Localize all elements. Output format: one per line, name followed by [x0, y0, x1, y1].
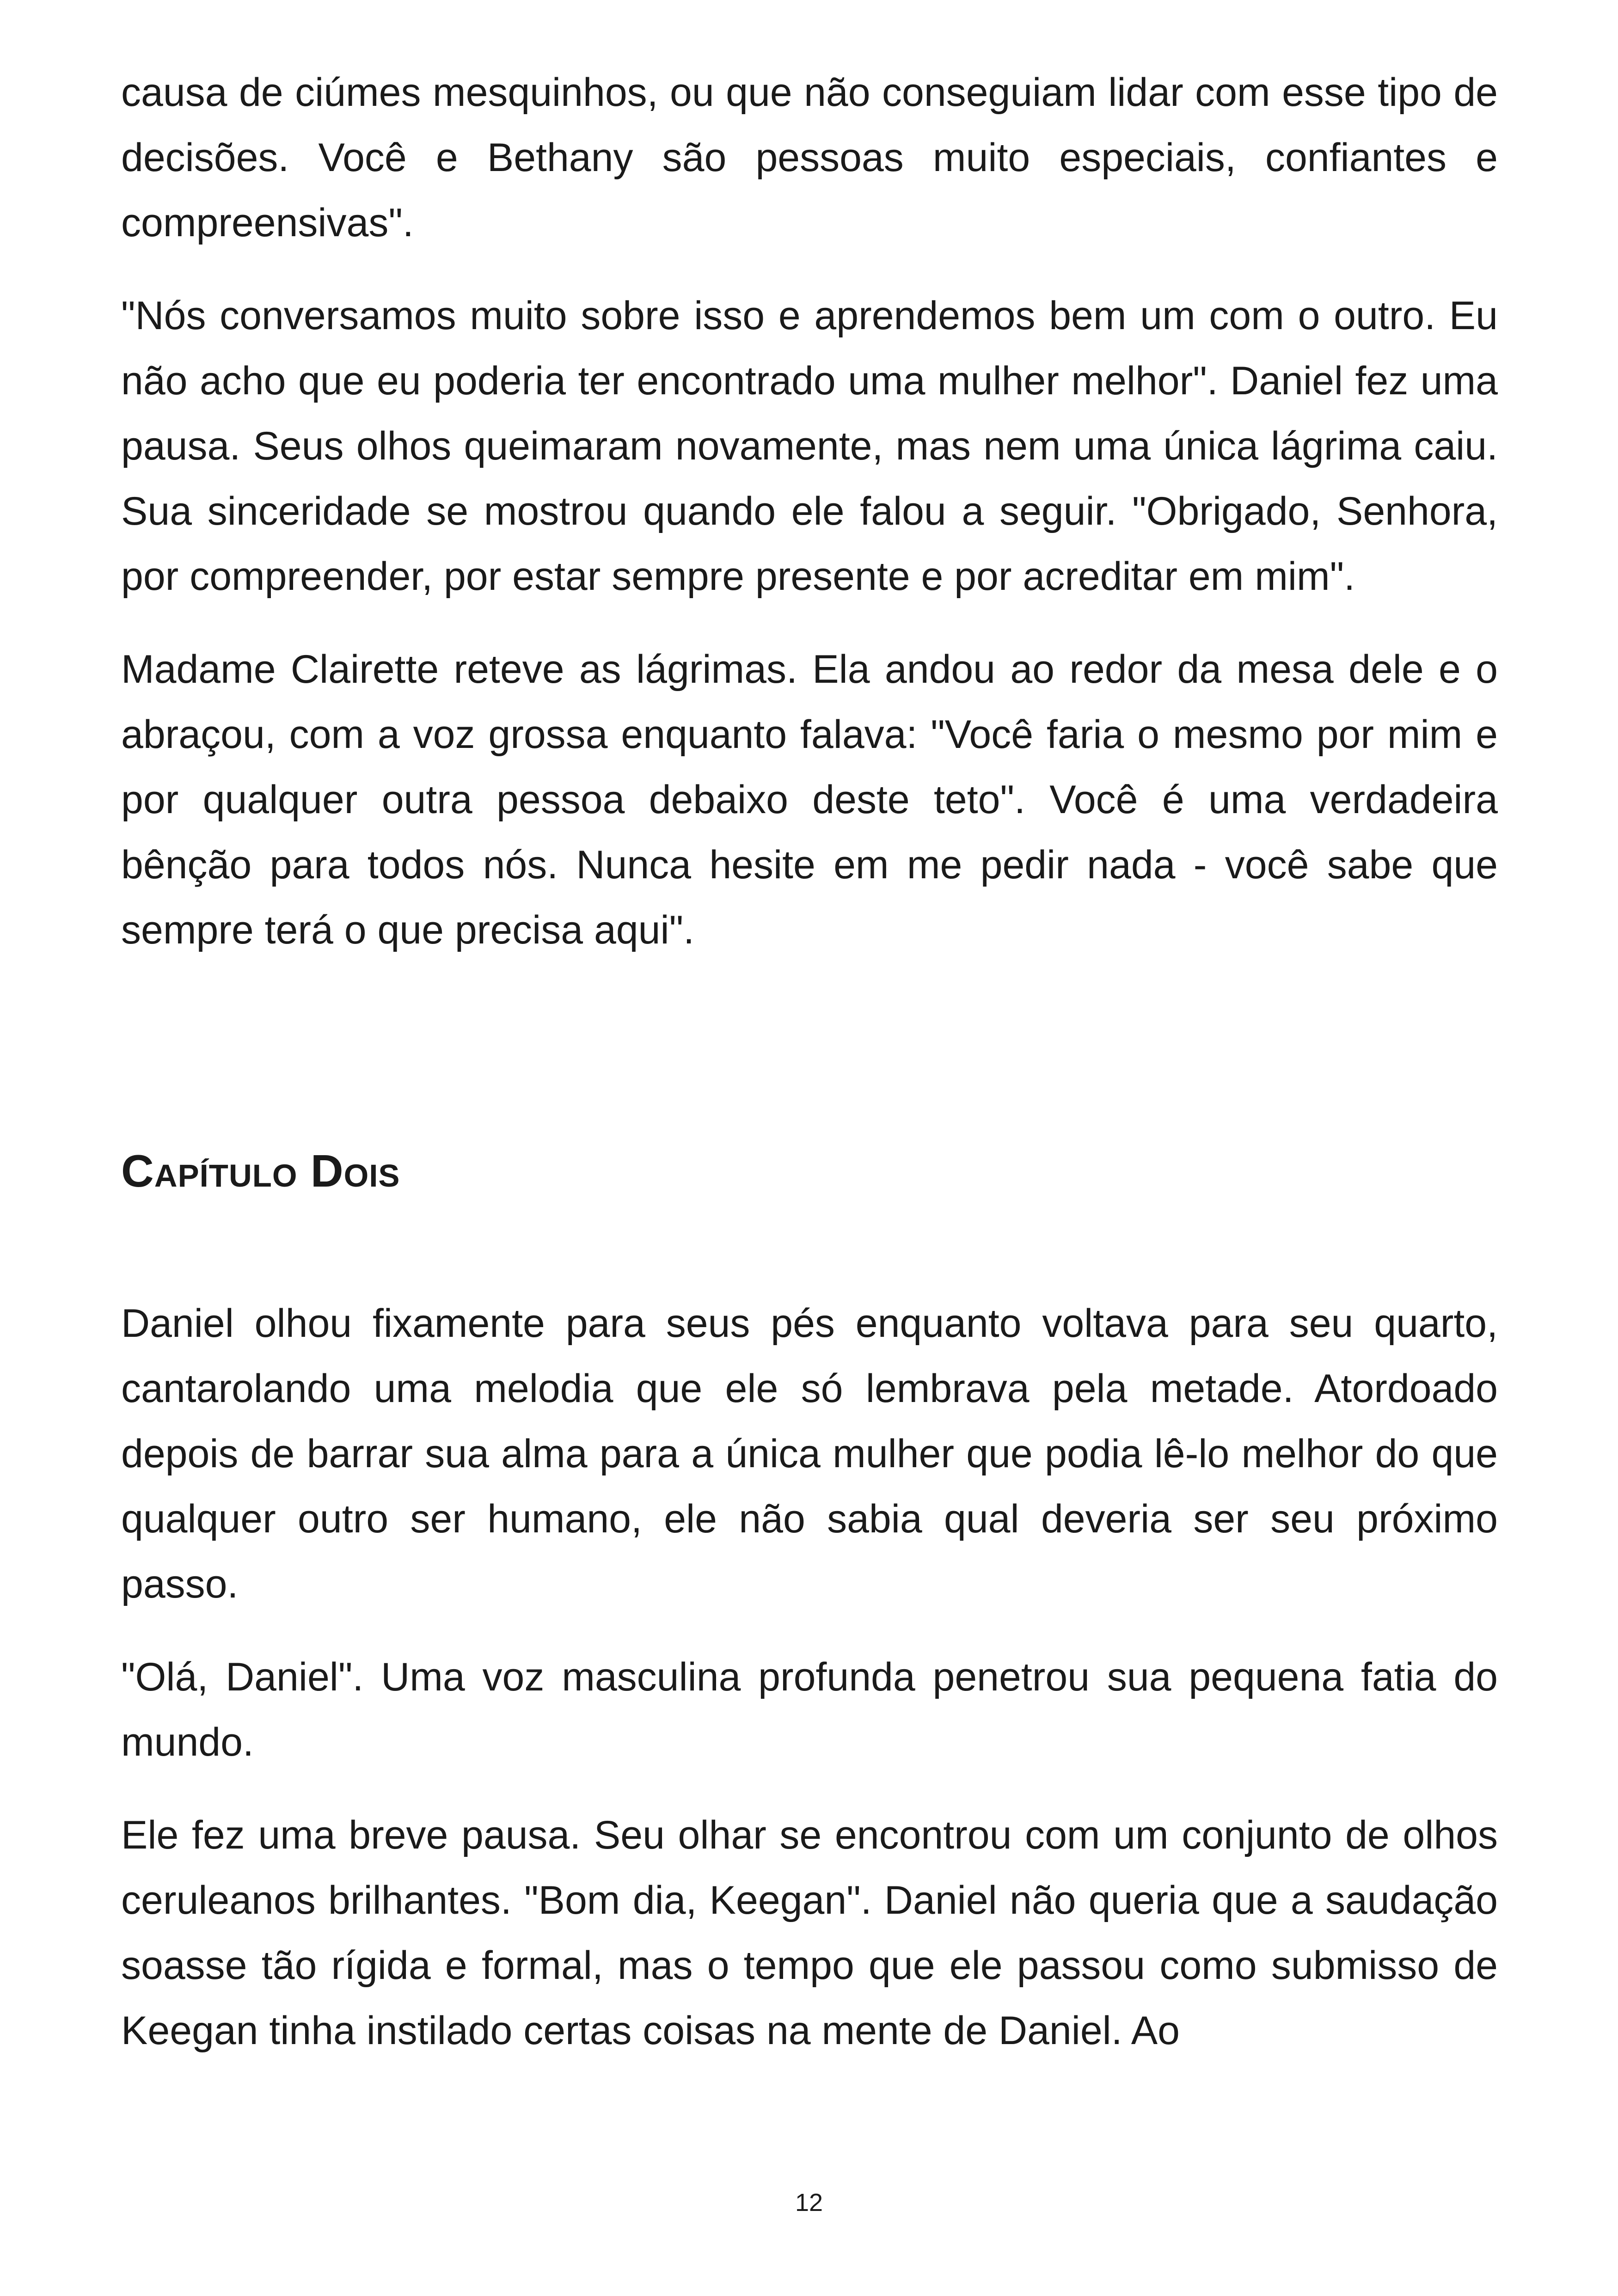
page-number: 12 — [795, 2189, 823, 2216]
paragraph-2: "Nós conversamos muito sobre isso e aprendemos bem um com o outro. Eu não acho que eu poderia ter encontrado uma mulher melhor". Daniel fez uma pausa. Seus olhos queimaram novamente, mas nem uma única lágrima caiu. Sua sinceridade se mostrou quando ele falou a seguir. "Obrigado, Senhora, por compreender, por estar sempre presente e por acreditar em mim". — [121, 294, 1498, 599]
section-break — [121, 991, 1498, 1143]
chapter-title: Capítulo Dois — [121, 1145, 400, 1196]
paragraph-1: causa de ciúmes mesquinhos, ou que não conseguiam lidar com esse tipo de decisões. Você e Bethany são pessoas muito especiais, confiantes e compreensivas". — [121, 70, 1498, 245]
paragraph-6: Ele fez uma breve pausa. Seu olhar se encontrou com um conjunto de olhos ceruleanos brilhantes. "Bom dia, Keegan". Daniel não queria que a saudação soasse tão rígida e formal, mas o tempo que ele passou como submisso de Keegan tinha instilado certas coisas na mente de Daniel. Ao — [121, 1813, 1498, 2053]
paragraph-4: Daniel olhou fixamente para seus pés enquanto voltava para seu quarto, cantarolando uma melodia que ele só lembrava pela metade. Atordoado depois de barrar sua alma para a única mulher que podia lê-lo melhor do que qualquer outro ser humano, ele não sabia qual deveria ser seu próximo passo. — [121, 1301, 1498, 1606]
paragraph-5: "Olá, Daniel". Uma voz masculina profunda penetrou sua pequena fatia do mundo. — [121, 1655, 1498, 1764]
page-body — [121, 60, 1498, 2091]
paragraph-3: Madame Clairette reteve as lágrimas. Ela andou ao redor da mesa dele e o abraçou, com a voz grossa enquanto falava: "Você faria o mesmo por mim e por qualquer outra pessoa debaixo deste teto". Você é uma verdadeira bênção para todos nós. Nunca hesite em me pedir nada - você sabe que sempre terá o que precisa aqui". — [121, 647, 1498, 952]
